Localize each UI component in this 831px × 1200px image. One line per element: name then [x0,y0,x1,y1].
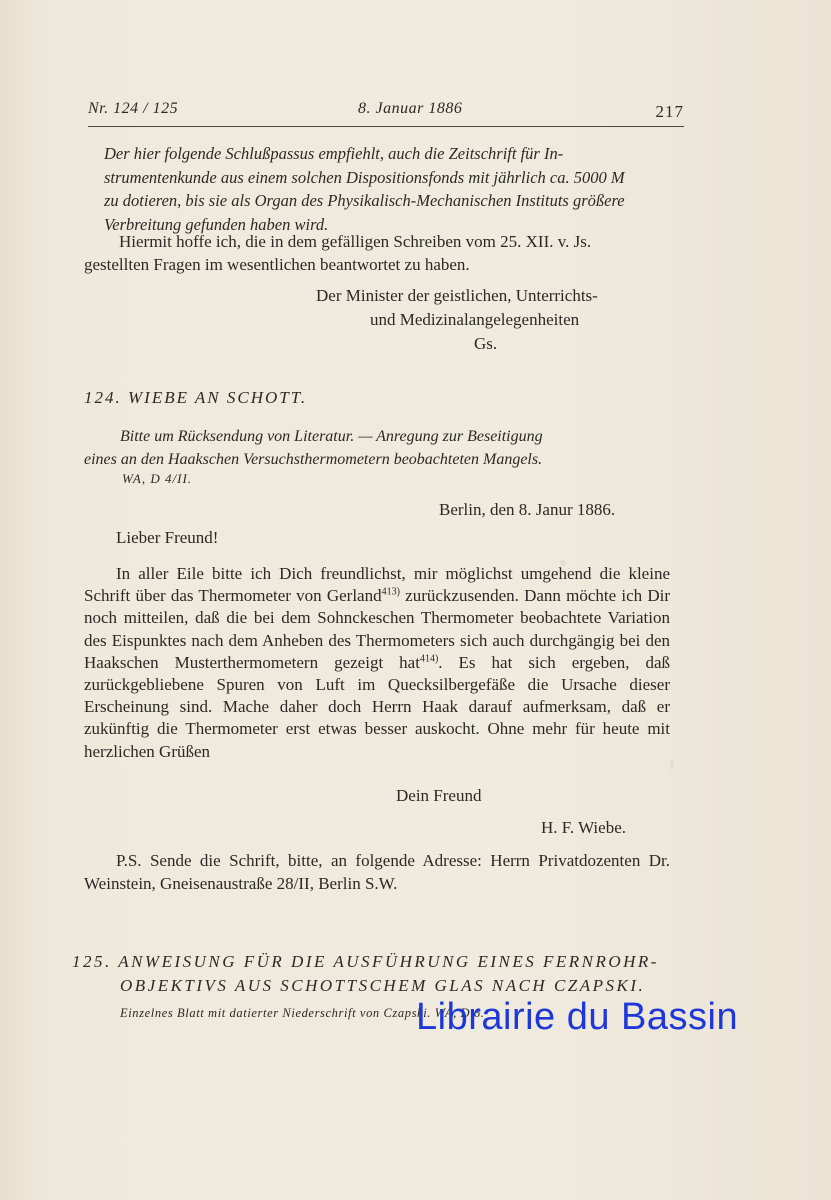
header-document-numbers: Nr. 124 / 125 [88,100,179,117]
signature-line: Der Minister der geistlichen, Unterrichts- [316,286,598,305]
footnote-ref-413: 413) [381,586,400,598]
footnote-ref-414: 414) [419,653,439,665]
doc123-final-paragraph [84,230,684,276]
intro-line: Der hier folgende Schlußpassus empfiehlt, auch die Zeitschrift für In- [104,144,564,163]
signature-line: und Medizinalangelegenheiten [370,310,580,329]
letter-signature: H. F. Wiebe. [541,818,626,837]
letter-text: In aller Eile bitte ich Dich freundlichst, mir möglichst umgehend die kleine Schrift über das Thermometer von Gerland [84,564,670,606]
intro-line: Verbreitung gefunden haben wird. [104,214,329,234]
running-header [88,98,684,127]
intro-line: strumentenkunde aus einem solchen Dispositionsfonds mit jährlich ca. 5000 M [104,167,625,187]
letter-text: zurückzusenden. Dann möchte ich Dir noch mitteilen, daß die bei dem Sohnckeschen Thermometer beobachtete Variation des Eispunktes nach dem Anheben des Thermometers sich auch durchgängig bei den Haakschen Musterthermometern gezeigt hat [84,586,671,672]
doc124-summary [84,425,684,471]
doc124-title: 124. WIEBE AN SCHOTT. [84,388,308,407]
header-date: 8. Januar 1886 [358,100,463,117]
page-number: 217 [655,102,684,121]
doc125-source: Einzelnes Blatt mit datierter Niederschrift von Czapski. WA, D 6. [120,1006,485,1020]
doc124-source: WA, D 4/II. [122,471,193,486]
paragraph-line: gestellten Fragen im wesentlichen beantwortet zu haben. [84,255,470,274]
doc123-intro-note [84,142,684,236]
letter-paragraph [84,563,670,763]
signature-initials: Gs. [474,334,498,353]
doc125-title [72,950,672,998]
postscript-text: P.S. Sende die Schrift, bitte, an folgende Adresse: Herrn Privatdozenten Dr. Weinstein, Gneisenaustraße 28/II, Berlin S.W. [84,851,670,893]
letter-body [84,563,670,763]
postscript [84,849,670,895]
summary-line: eines an den Haakschen Versuchsthermometern beobachteten Mangels. [84,451,543,468]
letter-closing: Dein Freund [396,786,482,805]
summary-line: Bitte um Rücksendung von Literatur. — Anregung zur Beseitigung [120,428,543,445]
minister-signature [316,284,598,356]
letter-text: . Es hat sich ergeben, daß zurückgebliebene Spuren von Luft im Quecksilbergefäße die Ursache dieser Erscheinung sind. Mache daher doch Herrn Haak darauf aufmerksam, daß er zukünftig die Thermometer erst etwas besser auskocht. Ohne mehr für heute mit herzlichen Grüßen [84,652,670,761]
watermark-text: Librairie du Bassin [416,996,739,1038]
letter-salutation: Lieber Freund! [116,528,219,547]
title-line: OBJEKTIVS AUS SCHOTTSCHEM GLAS NACH CZAPSKI. [120,976,646,995]
letter-date: Berlin, den 8. Janur 1886. [439,500,616,519]
paper-spot [560,560,566,566]
title-line: 125. ANWEISUNG FÜR DIE AUSFÜHRUNG EINES FERNROHR- [72,952,659,971]
paragraph-line: Hiermit hoffe ich, die in dem gefälligen Schreiben vom 25. XII. v. Js. [119,232,592,251]
paper-spot [670,760,674,770]
intro-line: zu dotieren, bis sie als Organ des Physikalisch-Mechanischen Instituts größere [104,191,625,210]
